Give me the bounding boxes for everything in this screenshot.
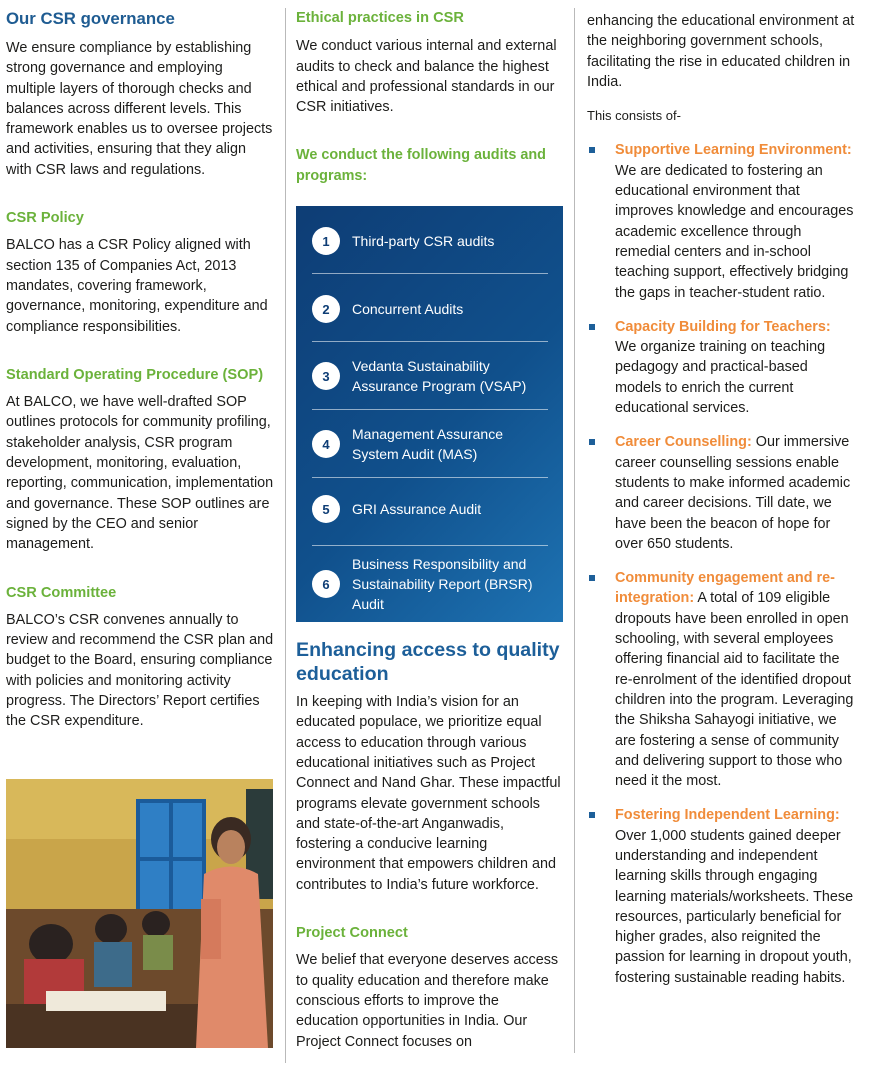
- audit-separator: [312, 545, 548, 546]
- square-bullet-icon: [589, 439, 595, 445]
- committee-heading: CSR Committee: [6, 584, 117, 601]
- audit-label: Vedanta Sustainability Assurance Program (VSAP): [352, 358, 527, 395]
- column-right: [587, 0, 855, 988]
- audit-item-5: [312, 494, 548, 524]
- item-title: Capacity Building for Teachers:: [615, 318, 831, 335]
- initiatives-list: [587, 140, 855, 988]
- audit-item-2: [312, 294, 548, 324]
- ethical-heading: Ethical practices in CSR: [296, 10, 464, 26]
- list-item: [587, 568, 855, 791]
- audit-separator: [312, 341, 548, 342]
- access-text: In keeping with India’s vision for an educated populace, we prioritize equal access to education through various educational initiatives such as Project Connect and Nand Ghar. These impactful programs elevate government schools and state-of-the-art Anganwadis, fostering a conducive learning environment that empowers children and contributes to India’s future workforce.: [296, 694, 561, 893]
- column-divider-2: [574, 8, 575, 1053]
- audit-number-badge: 4: [312, 430, 340, 458]
- audits-heading: We conduct the following audits and programs:: [296, 147, 546, 184]
- item-title: Community engagement and re-integration:: [615, 570, 835, 607]
- sop-text: At BALCO, we have well-drafted SOP outlines protocols for community profiling, stakeholder analysis, CSR program development, monitoring, evaluation, reporting, communication, implementation and governance. These SOP outlines are signed by the CEO and senior management.: [6, 394, 274, 553]
- list-item: [587, 805, 855, 988]
- audit-number-badge: 5: [312, 495, 340, 523]
- item-text: We organize training on teaching pedagogy and practical-based models to enrich the current educational services.: [615, 339, 826, 417]
- square-bullet-icon: [589, 812, 595, 818]
- audits-box: [296, 206, 563, 622]
- audit-item-1: [312, 226, 548, 256]
- audit-separator: [312, 477, 548, 478]
- audit-item-4: [312, 422, 548, 466]
- item-text: We are dedicated to fostering an educational environment that improves knowledge and encourages academic excellence through remedial centers and in-school teaching support, effectively bridging the gaps in teacher-student ratio.: [615, 162, 854, 301]
- connect-heading: Project Connect: [296, 925, 408, 942]
- item-text: Our immersive career counselling sessions enable students to make informed academic and career decisions. Till date, we have been the beacon of hope for over 650 students.: [615, 434, 851, 552]
- item-title: Fostering Independent Learning:: [615, 807, 840, 824]
- square-bullet-icon: [589, 575, 595, 581]
- ethical-text: We conduct various internal and external audits to check and balance the highest ethical and professional standards in our CSR initiatives.: [296, 38, 557, 116]
- audit-item-3: [312, 354, 548, 398]
- governance-heading: Our CSR governance: [6, 9, 175, 28]
- audit-label: Concurrent Audits: [352, 301, 464, 318]
- item-text: A total of 109 eligible dropouts have been enrolled in open schooling, with several employees offering financial aid to facilitate the re-enrolment of the identified dropout children into the program. Leveraging the Shiksha Sahayogi initiative, we are fostering a sense of community and delivering support to those who need it the most.: [615, 590, 854, 790]
- classroom-photo: [6, 779, 273, 1048]
- policy-text: BALCO has a CSR Policy aligned with section 135 of Companies Act, 2013 mandates, covering framework, governance, monitoring, expenditure and compliance responsibilities.: [6, 237, 268, 335]
- audit-label: Management Assurance System Audit (MAS): [352, 426, 503, 463]
- square-bullet-icon: [589, 324, 595, 330]
- connect-text: We belief that everyone deserves access to quality education and therefore make conscious efforts to improve the education opportunities in India. Our Project Connect focuses on: [296, 952, 559, 1050]
- access-heading: Enhancing access to quality education: [296, 639, 560, 686]
- audit-separator: [312, 273, 548, 274]
- audit-item-6: [312, 552, 548, 616]
- audit-separator: [312, 409, 548, 410]
- audit-label: Third-party CSR audits: [352, 233, 495, 250]
- audit-number-badge: 1: [312, 227, 340, 255]
- column-middle: [296, 0, 562, 1052]
- intro-text: enhancing the educational environment at the neighboring government schools, facilitating the rise in educated children in India.: [587, 13, 855, 90]
- consists-text: This consists of-: [587, 108, 681, 124]
- audit-number-badge: 3: [312, 362, 340, 390]
- column-divider-1: [285, 8, 286, 1063]
- item-text: Over 1,000 students gained deeper understanding and independent learning skills through engaging learning materials/worksheets. These resources, particularly beneficial for higher grades, also reignited the passion for learning in dropout youth, fostering sustainable reading habits.: [615, 827, 854, 986]
- classroom-image: [6, 779, 273, 1048]
- audit-label: GRI Assurance Audit: [352, 501, 482, 518]
- list-item: [587, 432, 855, 554]
- list-item: [587, 140, 855, 302]
- sop-heading: Standard Operating Procedure (SOP): [6, 366, 264, 383]
- governance-text: We ensure compliance by establishing strong governance and employing multiple layers of thorough checks and balances across different levels. This framework enables us to oversee projects and activities, ensuring that they align with CSR laws and regulations.: [6, 40, 273, 178]
- audit-number-badge: 6: [312, 570, 340, 598]
- column-left: [6, 0, 274, 732]
- policy-heading: CSR Policy: [6, 210, 84, 227]
- audit-label: Business Responsibility and Sustainability Report (BRSR) Audit: [352, 556, 533, 613]
- item-title: Career Counselling:: [615, 434, 752, 451]
- item-title: Supportive Learning Environment:: [615, 142, 852, 159]
- square-bullet-icon: [589, 147, 595, 153]
- committee-text: BALCO’s CSR convenes annually to review and recommend the CSR plan and budget to the Board, ensuring compliance with policies and monitoring activity progress. The Directors’ Report certifies the CSR expenditure.: [6, 611, 274, 730]
- list-item: [587, 317, 855, 418]
- audit-number-badge: 2: [312, 295, 340, 323]
